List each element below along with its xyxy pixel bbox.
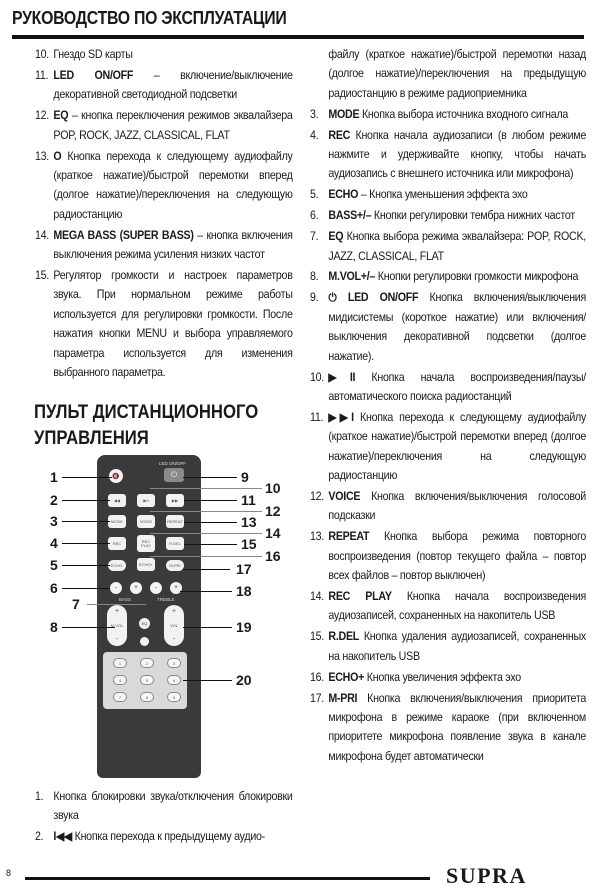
item-text: Кнопки регулировки громкости микрофона [375, 270, 579, 284]
mvol-minus: - [115, 636, 119, 643]
item-text: Кнопка перехода к следующему аудиофайлу (краткое нажатие)/быстрой перемотки вперед (долгое нажатие)/переключения на следующую радиостанцию [53, 149, 293, 221]
item-number: 12. [35, 109, 50, 123]
item-number: 15. [310, 630, 325, 644]
item-key: MEGA BASS (SUPER BASS) [53, 228, 194, 242]
bass-minus-key: - [110, 582, 122, 594]
callout-number: 8 [50, 619, 58, 635]
callout-line [150, 488, 262, 489]
item-key: LED ON/OFF [53, 68, 134, 82]
list-item [310, 689, 586, 767]
callout-number: 4 [50, 535, 58, 551]
treble-plus-key: + [170, 582, 182, 594]
callout-number: 17 [236, 561, 252, 577]
item-text: Кнопка включения/выключения голосовой подсказки [328, 489, 586, 523]
callout-line [62, 588, 110, 589]
list-item [310, 227, 586, 266]
item-number: 15. [35, 268, 50, 282]
callout-line [183, 477, 237, 478]
item-key: M.VOL+/– [328, 270, 376, 284]
item-text: Кнопка включения/выключения мидисистемы (короткое нажатие) или включения/выключения декоративной подсветки (долгое нажатие). [328, 291, 586, 363]
item-key: ⏻ LED ON/OFF [328, 291, 419, 305]
list-item [310, 105, 586, 124]
footer-rule [25, 877, 430, 880]
vol-plus: + [171, 608, 177, 615]
mode-key: MODE [108, 515, 126, 528]
keypad-key: 3 [167, 658, 181, 668]
keypad-key: 1 [113, 658, 127, 668]
callout-number: 9 [241, 469, 249, 485]
eq-key: EQ [139, 618, 150, 629]
item-key: REPEAT [328, 530, 370, 544]
list-item [35, 106, 293, 145]
callout-number: 12 [265, 503, 281, 519]
callout-line [62, 500, 110, 501]
item-text: Кнопка начала воспроизведения аудиозаписей, сохраненных на накопитель USB [328, 589, 587, 623]
keypad-key: 8 [140, 692, 154, 702]
callout-line [184, 500, 237, 501]
keypad-key: 5 [140, 675, 154, 685]
supra-logo: SUPRA [446, 863, 527, 888]
list-item [310, 206, 586, 225]
left-top-list [35, 45, 293, 384]
callout-line [62, 565, 110, 566]
item-text: – кнопка переключения режимов эквалайзера POP, ROCK, JAZZ, CLASSICAL, FLAT [53, 109, 293, 142]
power-icon: ⏻ [164, 468, 184, 482]
item-number: 16. [310, 670, 325, 684]
item-key: ▶▶I [328, 410, 354, 424]
callout-line [62, 627, 115, 628]
item-key: VOICE [328, 489, 361, 503]
treble-label: TREBLE [157, 597, 175, 602]
callout-number: 18 [236, 583, 252, 599]
item-text: – включение/выключение декоративной светодиодной подсветки [53, 68, 293, 102]
keypad-key: 7 [113, 692, 127, 702]
list-item [35, 787, 293, 826]
list-item [35, 266, 293, 382]
item-number: 14. [35, 228, 50, 242]
callout-line [150, 533, 262, 534]
item-text: Регулятор громкости и настроек параметров звука. При нормальном режиме работы используется для регулировки громкости. После нажатия кнопки MENU и выбора управляемого параметра используется для изменения выбранного параметра. [53, 268, 293, 379]
keypad-key: 4 [113, 675, 127, 685]
list-item [35, 66, 293, 105]
small-key [140, 637, 149, 646]
item-number: 1. [35, 790, 44, 803]
callout-number: 6 [50, 580, 58, 596]
item-number: 2. [35, 830, 44, 844]
item-number: 6. [310, 209, 319, 223]
item-key: BASS+/– [328, 209, 372, 223]
list-item [35, 226, 293, 265]
list-item [310, 408, 586, 486]
callout-number: 7 [72, 596, 80, 612]
callout-number: 5 [50, 557, 58, 573]
list-item [310, 185, 586, 204]
item-number: 14. [310, 589, 325, 603]
echo-minus-key: ECHO- [108, 560, 126, 571]
callout-number: 19 [236, 619, 252, 635]
item-text: Кнопка перехода к следующему аудиофайлу (краткое нажатие)/быстрой перемотки вперед (долгое нажатие)/переключения на следующую радиостанцию [328, 410, 586, 483]
item-key: REC PLAY [328, 589, 392, 603]
list-item [35, 147, 293, 225]
next-icon: ▶▶ [166, 494, 184, 507]
item-number: 4. [310, 128, 319, 142]
callout-line [183, 680, 232, 681]
callout-number: 10 [265, 480, 281, 496]
mute-icon: 🔇 [109, 469, 123, 483]
item-number: 10. [35, 48, 50, 61]
callout-line [183, 627, 232, 628]
item-number: 5. [310, 188, 319, 202]
keypad-key: 9 [167, 692, 181, 702]
list-item [35, 45, 293, 64]
led-label: LED ON/OFF [159, 461, 187, 466]
prev-icon: ◀◀ [108, 494, 126, 507]
list-item [310, 527, 586, 585]
callout-line [150, 556, 262, 557]
remote-section-title-text: ПУЛЬТ ДИСТАНЦИОННОГО УПРАВЛЕНИЯ [34, 402, 259, 449]
callout-line [183, 569, 230, 570]
header-rule [12, 35, 584, 39]
callout-number: 16 [265, 548, 281, 564]
list-item [35, 827, 293, 846]
item-text: Кнопка удаления аудиозаписей, сохраненных на накопитель USB [328, 630, 586, 663]
item-text: – кнопка включения выключения режима усиления низких частот [53, 228, 293, 262]
callout-number: 20 [236, 672, 252, 688]
vol-label: VOL [169, 622, 178, 628]
mvol-label: M.VOL [110, 622, 124, 628]
item-key: MODE [328, 107, 360, 121]
callout-line [184, 522, 237, 523]
item-number: 17. [310, 691, 325, 705]
bass-plus-key: + [130, 582, 142, 594]
item-text: Кнопка блокировки звука/отключения блокировки звука [53, 790, 293, 823]
list-item [310, 288, 586, 366]
item-text: – Кнопка уменьшения эффекта эхо [358, 188, 528, 202]
item-text: Кнопка выбора режима эквалайзера: POP, ROCK, JAZZ, CLASSICAL, FLAT [328, 230, 586, 263]
callout-line [150, 511, 262, 512]
item-text: Кнопка включения/выключения приоритета микрофона в режиме караоке (при включенном приоритете микрофона появление звука в канале микрофона будет автоматически [328, 691, 586, 763]
vol-rocker [164, 605, 184, 646]
item-text: Гнездо SD карты [53, 48, 133, 61]
item-number: 7. [310, 230, 319, 244]
callout-line [62, 477, 112, 478]
item-number: 3. [310, 107, 319, 121]
item-number: 11. [35, 68, 49, 82]
item-number: 13. [310, 530, 325, 544]
item-key: R.DEL [328, 630, 360, 644]
callout-number: 14 [265, 525, 281, 541]
list-item [310, 45, 586, 103]
callout-line [184, 544, 237, 545]
rec-play-key: REC PLAY [137, 535, 155, 552]
bass-label: BASS [119, 597, 132, 602]
item-text: файлу (краткое нажатие)/быстрой перемотки назад (долгое нажатие)/переключения на предыдущую радиостанцию в режиме радиоприемника [328, 48, 586, 100]
item-key: I◀◀ [53, 830, 72, 844]
item-text: Кнопки регулировки тембра нижних частот [371, 209, 575, 223]
callout-number: 2 [50, 492, 58, 508]
item-text: Кнопка начала воспроизведения/паузы/автоматического поиска радиостанций [328, 370, 586, 403]
callout-line [180, 591, 232, 592]
item-number: 11. [310, 410, 324, 424]
item-number: 13. [35, 149, 50, 163]
mpri-key: M-PRI [166, 560, 184, 571]
mvol-plus: + [114, 608, 120, 615]
callout-number: 13 [241, 514, 257, 530]
callout-number: 3 [50, 513, 58, 529]
item-text: Кнопка увеличения эффекта эхо [364, 670, 521, 684]
numeric-keypad [103, 652, 187, 709]
callout-line [62, 543, 110, 544]
item-key: M-PRI [328, 691, 358, 705]
item-text: Кнопка начала аудиозаписи (в любом режиме нажмите и удерживайте кнопку, чтобы начать аудиозапись с внешнего источника или микрофона) [328, 128, 586, 181]
mvol-rocker [107, 605, 127, 646]
remote-body [97, 455, 201, 778]
list-item [310, 668, 586, 687]
list-item [310, 126, 586, 184]
callout-number: 11 [241, 492, 256, 508]
keypad-key: 6 [167, 675, 181, 685]
item-number: 8. [310, 270, 319, 284]
voice-key: VOICE [137, 515, 155, 528]
remote-section-title [34, 400, 289, 452]
right-list [310, 45, 586, 768]
callout-number: 15 [241, 536, 257, 552]
rdel-key: R.DEL [166, 537, 184, 550]
item-key: REC [328, 128, 351, 142]
list-item [310, 267, 586, 286]
item-key: O [53, 149, 62, 163]
item-key: EQ [328, 230, 344, 244]
list-item [310, 587, 586, 626]
vol-minus: - [172, 636, 176, 643]
page-number: 8 [6, 868, 12, 878]
page-header-title: РУКОВОДСТВО ПО ЭКСПЛУАТАЦИИ [12, 8, 287, 28]
item-text: Кнопка выбора режима повторного воспроизведения (повтор текущего файла – повтор всех файлов – повтор выключен) [328, 530, 586, 583]
callout-number: 1 [50, 469, 58, 485]
list-item [310, 368, 586, 407]
item-number: 10. [310, 370, 325, 384]
item-key: ECHO [328, 188, 359, 202]
left-bottom-list [35, 787, 293, 848]
keypad-key: 2 [140, 658, 154, 668]
item-number: 9. [310, 291, 319, 305]
item-key: EQ [53, 109, 69, 123]
item-number: 12. [310, 489, 325, 503]
repeat-key: REPEAT [166, 515, 184, 528]
treble-minus-key: - [150, 582, 162, 594]
item-text: Кнопка перехода к предыдущему аудио- [71, 830, 265, 844]
list-item [310, 627, 586, 666]
rec-key: REC [108, 537, 126, 550]
item-text: Кнопка выбора источника входного сигнала [359, 107, 569, 121]
item-key: ECHO+ [328, 670, 365, 684]
item-key: ▶II [328, 370, 356, 384]
callout-line [62, 521, 110, 522]
callout-line [87, 604, 146, 605]
play-pause-icon: ▶II [137, 494, 155, 507]
list-item [310, 487, 586, 526]
echo-plus-key: ECHO+ [137, 558, 155, 571]
